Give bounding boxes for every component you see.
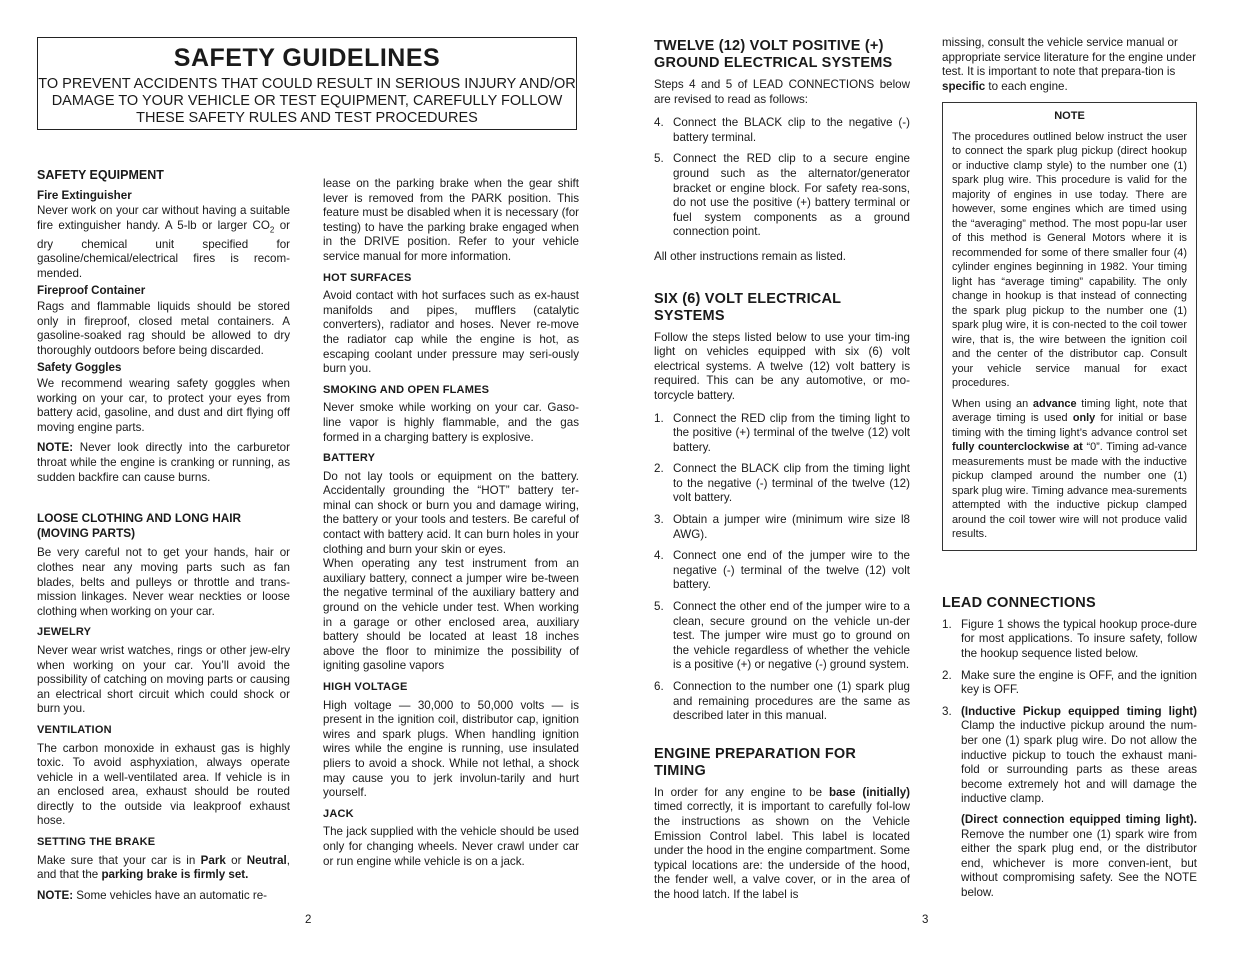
jewelry-heading: JEWELRY	[37, 626, 92, 639]
twelve-volt-steps	[654, 116, 910, 240]
lead-connection-step	[942, 618, 1197, 662]
lead-connections-heading: LEAD CONNECTIONS	[942, 594, 1096, 611]
lead-connection-step-number: 1.	[942, 617, 952, 631]
six-volt-step-number: 6.	[654, 680, 664, 693]
note-carburetor: NOTE: Never look directly into the carburetor throat while the engine is cranking or running, as sudden backfire can cause burns.	[37, 441, 290, 484]
note-title: NOTE	[1054, 110, 1085, 123]
six-volt-step-number: 4.	[654, 549, 664, 563]
hot-surfaces-heading: HOT SURFACES	[323, 271, 412, 284]
page-number-right: 3	[922, 914, 929, 926]
twelve-volt-outro: All other instructions remain as listed.	[654, 249, 847, 263]
fireproof-text: Rags and flammable liquids should be stored only in fireproof, closed metal containers. A gasoline-soaked rag should be allowed to dry thoroughly outdoors before being discarded.	[37, 300, 290, 357]
lead-connection-step	[942, 669, 1197, 698]
engine-prep-continued: missing, consult the vehicle service manual or appropriate service literature for the engine under test. It is important to note that prepara-tion is specific to each engine.	[942, 36, 1196, 93]
six-volt-step-text: Connect one end of the jumper wire to the negative (-) terminal of the twelve (12) volt battery.	[673, 549, 910, 592]
lead-connection-step-text: Make sure the engine is OFF, and the ignition key is OFF.	[961, 668, 1197, 697]
column-2	[323, 177, 579, 875]
note-paragraph-1: The procedures outlined below instruct the user to connect the spark plug pickup (direct hookup or inductive clamp style) to the number one (1) spark plug wire. This procedure is valid for the majority of engines in use today. There are however, some engines which are timed using the “averaging” method. The most popu-lar user of this method is General Motors where it is recommended for some of there smaller four (4) cylinder engines beginning in 1982. Your timing light has “average timing” capability. The only change in hookup is that instead of connecting the spark plug pickup to the number one (1) spark plug wire, it is con-nected to the coil tower wire, that is, the wire between the ignition coil and the center of the distributor cap. Consult your vehicle service manual for exact procedures.	[952, 130, 1187, 390]
six-volt-step-number: 5.	[654, 600, 664, 614]
lead-connection-step-text: Figure 1 shows the typical hookup proce-dure for most applications. To insure safety, follow the hookup sequence listed below.	[961, 617, 1197, 661]
fire-extinguisher-text: Never work on your car without having a suitable fire extinguisher handy. A 5-lb or larger $CO_2$ or dry chemical unit specified for gasoline/chemical/electrical fires is recom-mended.	[37, 204, 291, 280]
note-box	[942, 102, 1197, 551]
six-volt-step-text: Connect the other end of the jumper wire to a clean, secure ground on the vehicle un-der test. The jumper wire must go to ground on the vehicle regardless of whether the vehicle is a positive (+) or negative (-) ground system.	[673, 600, 910, 672]
twelve-volt-heading: TWELVE (12) VOLT POSITIVE (+) GROUND ELECTRICAL SYSTEMS	[654, 38, 893, 71]
twelve-volt-step-text: Connect the BLACK clip to the negative (-) battery terminal.	[673, 116, 910, 144]
six-volt-step-text: Obtain a jumper wire (minimum wire size l8 AWG).	[673, 513, 910, 541]
loose-clothing-heading: LOOSE CLOTHING AND LONG HAIR (MOVING PARTS)	[37, 511, 242, 540]
fire-extinguisher-heading: Fire Extinguisher	[37, 188, 132, 202]
banner-title: SAFETY GUIDELINES	[173, 44, 441, 72]
lead-step-3-direct: (Direct connection equipped timing light). Remove the number one (1) spark wire from either the spark plug end, or the distributor end, whichever is more conven-ient, but without compromising safety. See the NOTE below.	[961, 813, 1197, 899]
ventilation-text: The carbon monoxide in exhaust gas is highly toxic. To avoid asphyxiation, always operate vehicle in a well-ventilated area. If vehicle is in an enclosed area, exhaust should be routed directly to the outside via leakproof exhaust hose.	[37, 741, 290, 828]
six-volt-step-number: 3.	[654, 513, 664, 527]
lead-connection-step-number: 2.	[942, 668, 952, 682]
brake-continued-text: lease on the parking brake when the gear shift lever is removed from the PARK position. This feature must be disabled when it is necessary (for testing) to have the parking brake engaged when in the DRIVE position. Refer to your vehicle service manual for more information.	[323, 177, 579, 263]
six-volt-step	[654, 549, 910, 593]
jack-text: The jack supplied with the vehicle should be used only for changing wheels. Never crawl under car or run engine while vehicle is on a jack.	[323, 825, 579, 868]
setting-brake-heading: SETTING THE BRAKE	[37, 836, 156, 849]
note-automatic-release: NOTE: Some vehicles have an automatic re-	[37, 888, 268, 902]
lead-step-3	[942, 705, 1197, 901]
hot-surfaces-text: Avoid contact with hot surfaces such as ex-haust manifolds and pipes, mufflers (catalytic converters), radiator and hoses. Never re-move the radiator cap while the engine is hot, as escaping coolant under pressure may seri-ously burn you.	[323, 289, 579, 376]
six-volt-step-text: Connection to the number one (1) spark plug and remaining procedures are the same as described later in this manual.	[673, 680, 910, 723]
jewelry-text: Never wear wrist watches, rings or other jew-elry when working on your car. You’ll avoid the possibility of catching on moving parts or causing an electrical short circuit which could shock or burn you.	[37, 643, 290, 716]
page-number-left: 2	[305, 914, 312, 926]
banner-subtitle: TO PREVENT ACCIDENTS THAT COULD RESULT IN SERIOUS INJURY AND/OR DAMAGE TO YOUR VEHICLE OR TEST EQUIPMENT, CAREFULLY FOLLOW THESE SAFETY RULES AND TEST PROCEDURES	[38, 76, 576, 126]
twelve-volt-step-number: 5.	[654, 152, 664, 166]
lead-step-3-number: 3.	[942, 704, 952, 718]
safety-equipment-heading: SAFETY EQUIPMENT	[37, 168, 164, 182]
six-volt-steps	[654, 412, 910, 724]
twelve-volt-intro: Steps 4 and 5 of LEAD CONNECTIONS below are revised to read as follows:	[654, 78, 910, 106]
note-paragraph-2: When using an advance timing light, note that average timing is used only for initial or base timing with the timing light’s advance control set fully counterclockwise at “0”. Timing ad-vance measurements must be made with the inductive pickup clamped around the number one (1) spark plug wire. Timing advance mea-surements attempted with the inductive pickup clamped around the coil tower wire will not produce valid results.	[952, 397, 1187, 541]
six-volt-step-number: 2.	[654, 462, 664, 476]
jack-heading: JACK	[323, 807, 354, 820]
six-volt-step-number: 1.	[654, 411, 664, 425]
engine-prep-heading: ENGINE PREPARATION FOR TIMING	[654, 745, 857, 779]
goggles-heading: Safety Goggles	[37, 361, 122, 375]
twelve-volt-step-text: Connect the RED clip to a secure engine ground such as the alternator/generator bracket or engine block. For safety rea-sons, do not use the positive (+) battery terminal or fuel system components as a ground connection point.	[673, 152, 910, 239]
six-volt-step	[654, 412, 910, 456]
six-volt-step	[654, 513, 910, 542]
six-volt-heading: SIX (6) VOLT ELECTRICAL SYSTEMS	[654, 290, 841, 324]
column-1	[37, 168, 290, 909]
setting-brake-text: Make sure that your car is in Park or Neutral, and that the parking brake is firmly set.	[37, 853, 290, 882]
high-voltage-text: High voltage — 30,000 to 50,000 volts — is present in the ignition coil, distributor cap, ignition wires and spark plugs. When handling ignition wires while the engine is running, use insulated pliers to avoid a shock. While not lethal, a shock may cause you to jerk involun-tarily and hurt yourself.	[323, 698, 579, 800]
lead-step-3-inductive: (Inductive Pickup equipped timing light) Clamp the inductive pickup around the num-ber one (1) spark plug wire. Do not allow the inductive pickup to touch the exhaust mani-fold or surrounding parts as these areas become extremely hot and will damage the inductive clamp.	[961, 704, 1197, 806]
twelve-volt-step	[654, 116, 910, 145]
twelve-volt-step-number: 4.	[654, 116, 664, 130]
six-volt-step	[654, 462, 910, 506]
battery-text-1: Do not lay tools or equipment on the battery. Accidentally grounding the “HOT” battery ter-minal can shock or burn you and damage wiring, the battery or your tools and testers. Be careful of contact with battery acid. It can burn holes in your clothing and burn your skin or eyes.	[323, 469, 579, 556]
battery-text-2: When operating any test instrument from an auxiliary battery, connect a jumper wire be-tween the negative terminal of the auxiliary battery and ground on the vehicle under test. When working in a garage or other enclosed area, auxiliary battery should be located at least 18 inches above the floor to minimize the possibility of igniting gasoline vapors	[323, 557, 579, 673]
smoking-heading: SMOKING AND OPEN FLAMES	[323, 383, 490, 396]
battery-heading: BATTERY	[323, 452, 376, 465]
ventilation-heading: VENTILATION	[37, 723, 112, 736]
goggles-text: We recommend wearing safety goggles when working on your car, to protect your eyes from battery acid, gasoline, and dust and dirt flying off moving engine parts.	[37, 377, 290, 434]
twelve-volt-step	[654, 152, 910, 240]
safety-banner	[37, 37, 577, 130]
six-volt-intro: Follow the steps listed below to use your tim-ing light on vehicles equipped with six (6) volt electrical systems. A twelve (12) volt battery is required. This can be any automotive, or mo-torcycle battery.	[654, 330, 910, 402]
column-4	[942, 36, 1197, 901]
column-3	[654, 38, 910, 909]
loose-clothing-text: Be very careful not to get your hands, hair or clothes near any moving parts such as fan blades, belts and pulleys or throttle and trans-mission linkages. Never wear neckties or loose clothing when working on your car.	[37, 546, 290, 618]
lead-connection-steps	[942, 618, 1197, 698]
six-volt-step-text: Connect the BLACK clip from the timing light to the negative (-) terminal of the twelve (12) volt battery.	[673, 462, 910, 505]
engine-prep-text: In order for any engine to be base (initially) timed correctly, it is important to carefully fol-low the instructions as shown on the Vehicle Emission Control label. This label is located under the hood in the engine compartment. Some typical locations are: the underside of the hood, the fender well, a valve cover, or in the area of the hood latch. If the label is	[654, 785, 911, 901]
six-volt-step	[654, 680, 910, 724]
fireproof-heading: Fireproof Container	[37, 284, 146, 298]
six-volt-step	[654, 600, 910, 673]
high-voltage-heading: HIGH VOLTAGE	[323, 681, 408, 693]
six-volt-step-text: Connect the RED clip from the timing light to the positive (+) terminal of the twelve (12) volt battery.	[673, 411, 910, 454]
smoking-text: Never smoke while working on your car. Gaso-line vapor is highly flammable, and the gas formed in a charging battery is explosive.	[323, 401, 579, 444]
